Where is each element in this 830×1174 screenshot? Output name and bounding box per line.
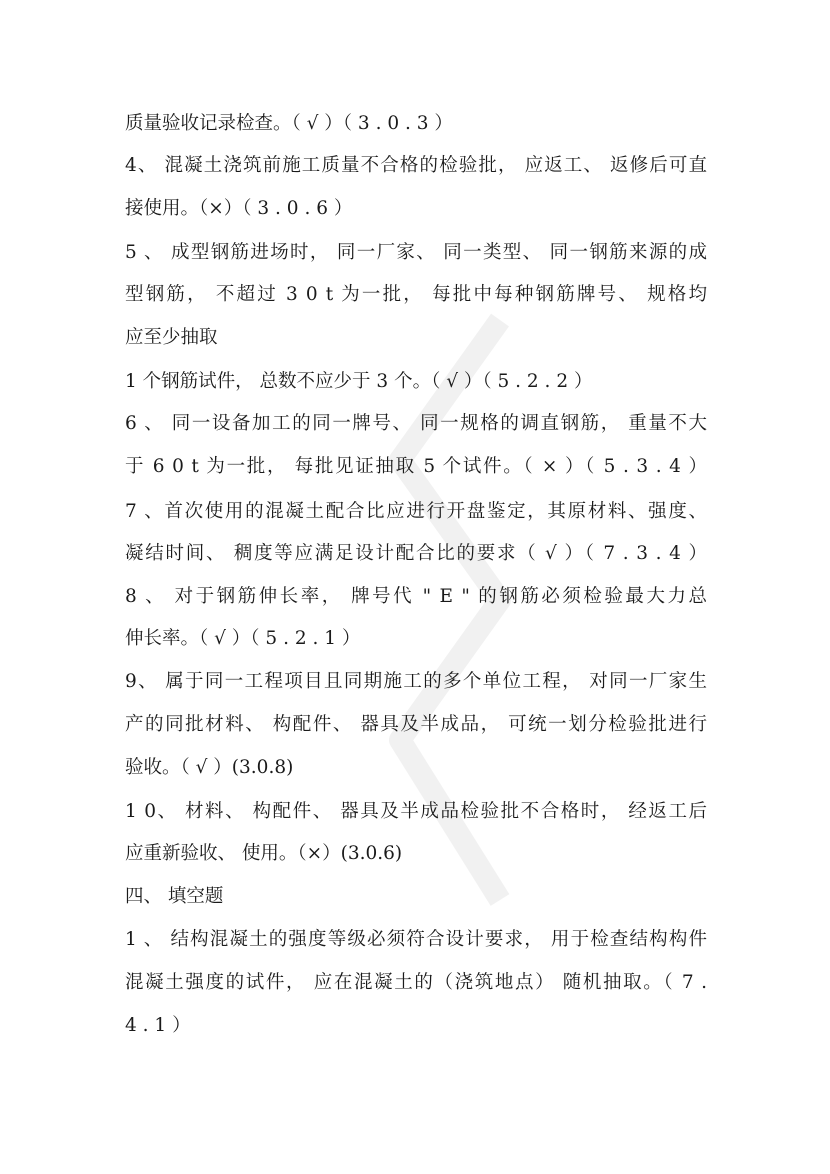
text-line: 4、 混凝土浇筑前施工质量不合格的检验批， 应返工、 返修后可直: [125, 155, 707, 176]
text-line: 应重新验收、 使用。（×）(3.0.6): [125, 843, 403, 864]
text-line: 质量验收记录检查。（ √ ）（ 3 . 0 . 3 ）: [125, 113, 453, 134]
text-line: 伸长率。（ √ ）（ 5 . 2 . 1 ）: [125, 628, 361, 649]
text-line: 四、 填空题: [125, 886, 224, 907]
text-line: 8 、 对于钢筋伸长率， 牌号代 " E " 的钢筋必须检验最大力总: [125, 586, 707, 607]
text-line: 混凝土强度的试件， 应在混凝土的（浇筑地点） 随机抽取。（ 7 .: [125, 972, 707, 993]
text-line: 接使用。（×）（ 3 . 0 . 6 ）: [125, 198, 353, 219]
text-line: 产的同批材料、 构配件、 器具及半成品， 可统一划分检验批进行: [125, 714, 707, 735]
text-line: 凝结时间、 稠度等应满足设计配合比的要求（ √ ）（ 7 . 3 . 4 ）: [125, 543, 707, 564]
text-line: 7 、首次使用的混凝土配合比应进行开盘鉴定，其原材料、强度、: [125, 501, 707, 522]
text-line: 1 0、 材料、 构配件、 器具及半成品检验批不合格时， 经返工后: [125, 801, 707, 822]
text-line: 1 个钢筋试件， 总数不应少于 3 个。（ √ ）（ 5 . 2 . 2 ）: [125, 371, 593, 392]
text-line: 应至少抽取: [125, 327, 218, 348]
text-line: 6 、 同一设备加工的同一牌号、 同一规格的调直钢筋， 重量不大: [125, 413, 707, 434]
text-line: 5 、 成型钢筋进场时， 同一厂家、 同一类型、 同一钢筋来源的成: [125, 242, 707, 263]
text-line: 4 . 1 ）: [125, 1015, 191, 1036]
text-line: 于 6 0 t 为一批， 每批见证抽取 5 个试件。（ × ）（ 5 . 3 . 4 ）: [125, 456, 707, 477]
text-line: 验收。（ √ ）(3.0.8): [125, 757, 294, 778]
text-line: 9、 属于同一工程项目且同期施工的多个单位工程， 对同一厂家生: [125, 671, 707, 692]
text-line: 型钢筋， 不超过 3 0 t 为一批， 每批中每种钢筋牌号、 规格均: [125, 284, 707, 305]
text-line: 1 、 结构混凝土的强度等级必须符合设计要求， 用于检查结构构件: [125, 929, 707, 950]
